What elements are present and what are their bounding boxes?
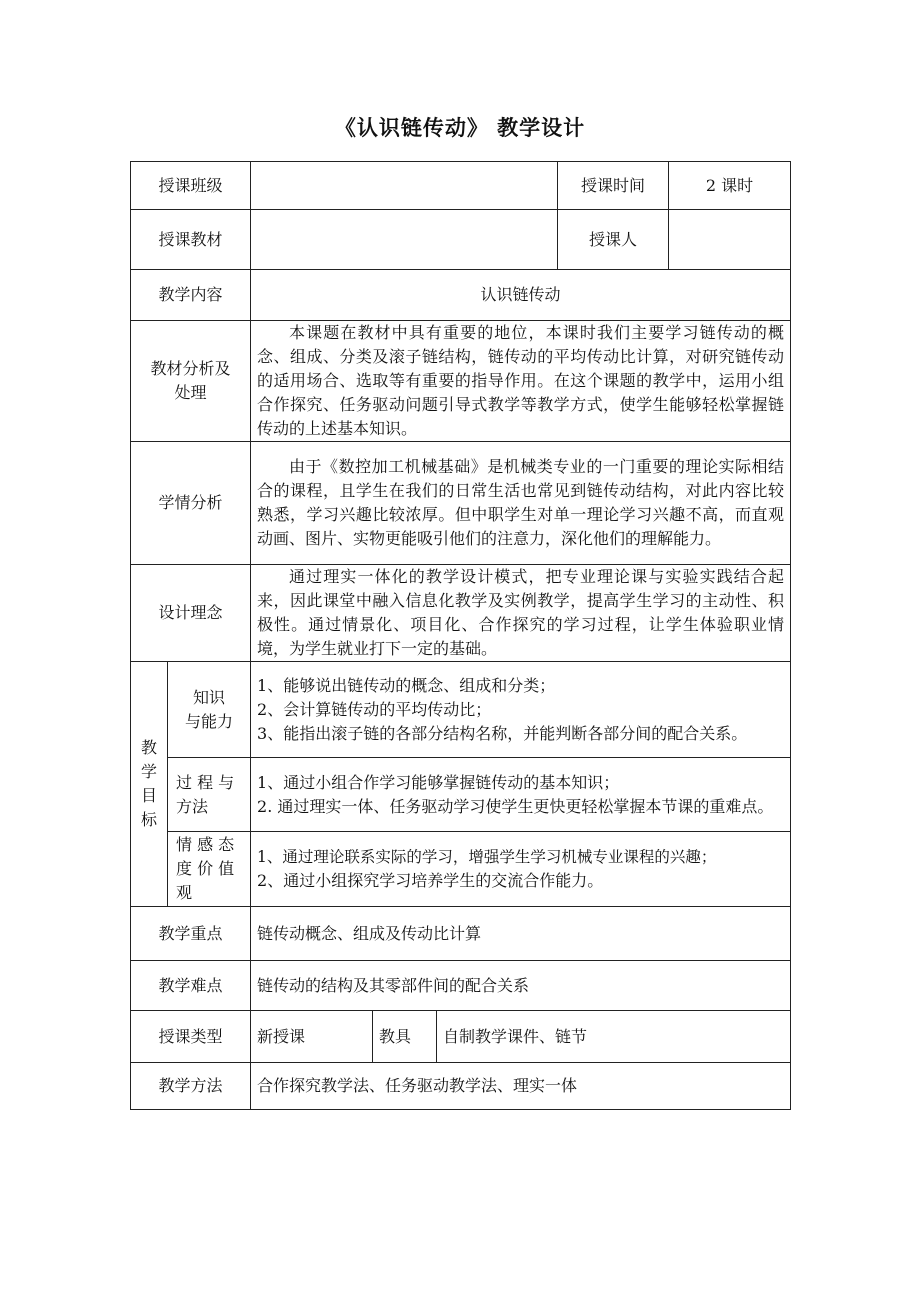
row-goal-emotion bbox=[131, 832, 791, 907]
key-points-label: 教学重点 bbox=[131, 907, 251, 961]
class-label: 授课班级 bbox=[131, 162, 251, 210]
knowledge-items bbox=[251, 662, 791, 758]
emotion-label-line: 情 感 态 bbox=[176, 835, 235, 854]
list-item: 2. 通过理实一体、任务驱动学习使学生更快更轻松掌握本节课的重难点。 bbox=[257, 796, 774, 816]
page-title: 《认识链传动》 教学设计 bbox=[334, 115, 586, 140]
emotion-label bbox=[168, 832, 251, 907]
concept-text-cell bbox=[251, 565, 791, 662]
time-label: 授课时间 bbox=[558, 162, 669, 210]
goals-label-char: 目 bbox=[140, 786, 157, 805]
teacher-value bbox=[669, 210, 791, 270]
lesson-plan-table bbox=[130, 161, 791, 1110]
class-value bbox=[251, 162, 558, 210]
content-label: 教学内容 bbox=[131, 270, 251, 321]
goals-label-char: 学 bbox=[140, 762, 157, 781]
difficulties-label: 教学难点 bbox=[131, 961, 251, 1011]
content-value: 认识链传动 bbox=[251, 270, 791, 321]
students-label: 学情分析 bbox=[131, 442, 251, 565]
row-goal-knowledge bbox=[131, 662, 791, 758]
process-items bbox=[251, 758, 791, 832]
tools-label: 教具 bbox=[373, 1011, 437, 1063]
goals-label bbox=[131, 662, 168, 907]
goals-label-char: 标 bbox=[140, 810, 157, 829]
row-methods bbox=[131, 1063, 791, 1110]
lesson-type-value: 新授课 bbox=[251, 1011, 373, 1063]
process-label-line: 过 程 与 bbox=[176, 772, 235, 792]
analysis-text-cell bbox=[251, 321, 791, 442]
lesson-type-label: 授课类型 bbox=[131, 1011, 251, 1063]
knowledge-label-line: 知识 bbox=[193, 687, 226, 707]
process-label bbox=[168, 758, 251, 832]
row-content bbox=[131, 270, 791, 321]
methods-label: 教学方法 bbox=[131, 1063, 251, 1110]
process-label-line: 方法 bbox=[176, 796, 209, 816]
knowledge-label-line: 与能力 bbox=[185, 711, 234, 731]
teacher-label: 授课人 bbox=[558, 210, 669, 270]
list-item: 1、能够说出链传动的概念、组成和分类； bbox=[257, 675, 556, 695]
goals-label-char: 教 bbox=[140, 738, 157, 757]
row-goal-process bbox=[131, 758, 791, 832]
concept-text: 通过理实一体化的教学设计模式，把专业理论课与实验实践结合起来，因此课堂中融入信息化教学及实例教学，提高学生学习的主动性、积极性。通过情景化、项目化、合作探究的学习过程，让学生体验职业情境，为学生就业打下一定的基础。 bbox=[257, 567, 785, 658]
list-item: 2、会计算链传动的平均传动比； bbox=[257, 699, 492, 719]
row-concept bbox=[131, 565, 791, 662]
students-text: 由于《数控加工机械基础》是机械类专业的一门重要的理论实际相结合的课程，且学生在我们的日常生活也常见到链传动结构，对此内容比较熟悉，学习兴趣比较浓厚。但中职学生对单一理论学习兴趣不高，而直观动画、图片、实物更能吸引他们的注意力，深化他们的理解能力。 bbox=[257, 457, 785, 548]
row-material bbox=[131, 210, 791, 270]
list-item: 1、通过小组合作学习能够掌握链传动的基本知识； bbox=[257, 772, 620, 792]
knowledge-label bbox=[168, 662, 251, 758]
analysis-label: 教材分析及处理 bbox=[131, 321, 251, 442]
material-label: 授课教材 bbox=[131, 210, 251, 270]
list-item: 1、通过理论联系实际的学习，增强学生学习机械专业课程的兴趣； bbox=[257, 848, 717, 866]
time-value: 2 课时 bbox=[669, 162, 791, 210]
difficulties-value: 链传动的结构及其零部件间的配合关系 bbox=[251, 961, 791, 1011]
row-analysis bbox=[131, 321, 791, 442]
row-difficulties bbox=[131, 961, 791, 1011]
material-value bbox=[251, 210, 558, 270]
tools-value: 自制教学课件、链节 bbox=[437, 1011, 791, 1063]
concept-label: 设计理念 bbox=[131, 565, 251, 662]
emotion-label-line: 度 价 值 bbox=[176, 859, 235, 878]
methods-value: 合作探究教学法、任务驱动教学法、理实一体 bbox=[251, 1063, 791, 1110]
emotion-label-line: 观 bbox=[176, 883, 193, 902]
list-item: 3、能指出滚子链的各部分结构名称，并能判断各部分间的配合关系。 bbox=[257, 723, 748, 743]
key-points-value: 链传动概念、组成及传动比计算 bbox=[251, 907, 791, 961]
row-students bbox=[131, 442, 791, 565]
emotion-items bbox=[251, 832, 791, 907]
row-lesson-type bbox=[131, 1011, 791, 1063]
list-item: 2、通过小组探究学习培养学生的交流合作能力。 bbox=[257, 871, 604, 890]
row-key-points bbox=[131, 907, 791, 961]
analysis-text: 本课题在教材中具有重要的地位，本课时我们主要学习链传动的概念、组成、分类及滚子链结构，链传动的平均传动比计算，对研究链传动的适用场合、选取等有重要的指导作用。在这个课题的教学中，运用小组合作探究、任务驱动问题引导式教学等教学方式，使学生能够轻松掌握链传动的上述基本知识。 bbox=[257, 323, 785, 438]
row-class bbox=[131, 162, 791, 210]
students-text-cell bbox=[251, 442, 791, 565]
